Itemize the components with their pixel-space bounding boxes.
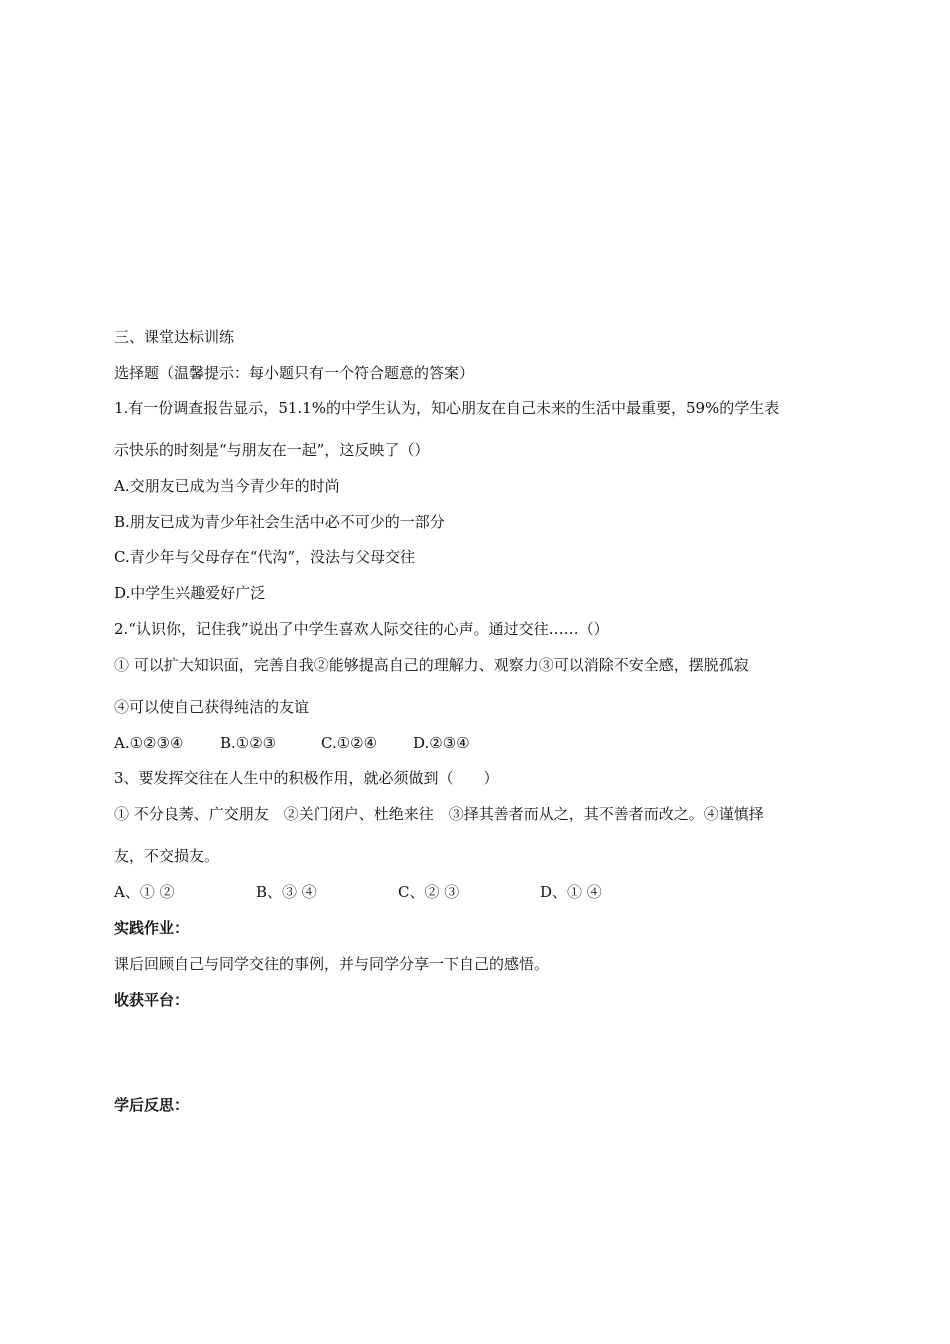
question-1-line-1: 1.有一份调查报告显示，51.1%的中学生认为，知心朋友在自己未来的生活中最重要，59%的学生表 (114, 399, 780, 417)
practice-text: 课后回顾自己与同学交往的事例，并与同学分享一下自己的感悟。 (114, 955, 550, 973)
question-3-line-3: 友，不交损友。 (114, 847, 220, 865)
question-3-option-d: D、① ④ (540, 883, 602, 901)
question-1-option-c: C.青少年与父母存在“代沟”，没法与父母交往 (114, 548, 416, 566)
question-1-option-a: A.交朋友已成为当今青少年的时尚 (114, 477, 340, 495)
question-2-option-c: C.①②④ (321, 734, 378, 752)
question-3-option-c: C、② ③ (398, 883, 460, 901)
question-2-line-1: 2.“认识你，记住我”说出了中学生喜欢人际交往的心声。通过交往……（） (114, 620, 609, 638)
practice-heading: 实践作业： (114, 919, 190, 937)
question-2-line-3: ④可以使自己获得纯洁的友谊 (114, 698, 310, 716)
question-3-options (114, 882, 602, 902)
question-1-line-2: 示快乐的时刻是“与朋友在一起”，这反映了（） (114, 441, 430, 459)
question-2-line-2: ① 可以扩大知识面，完善自我②能够提高自己的理解力、观察力③可以消除不安全感，摆脱孤寂 (114, 656, 749, 674)
question-3-option-a: A、① ② (114, 883, 175, 901)
question-1-option-d: D.中学生兴趣爱好广泛 (114, 584, 266, 602)
reflection-heading: 学后反思： (114, 1096, 190, 1114)
question-3-line-1: 3、要发挥交往在人生中的积极作用，就必须做到（ ） (114, 769, 499, 787)
question-2-option-d: D.②③④ (413, 734, 470, 752)
harvest-heading: 收获平台： (114, 991, 190, 1009)
section-title: 三、课堂达标训练 (114, 328, 235, 346)
question-2-option-b: B.①②③ (220, 734, 277, 752)
question-3-option-b: B、③ ④ (256, 883, 317, 901)
question-2-options (114, 733, 470, 753)
question-3-line-2: ① 不分良莠、广交朋友 ②关门闭户、杜绝来往 ③择其善者而从之，其不善者而改之。④谨慎择 (114, 805, 764, 823)
question-1-option-b: B.朋友已成为青少年社会生活中必不可少的一部分 (114, 513, 445, 531)
question-2-option-a: A.①②③④ (114, 734, 184, 752)
choice-intro: 选择题（温馨提示：每小题只有一个符合题意的答案） (114, 364, 475, 382)
